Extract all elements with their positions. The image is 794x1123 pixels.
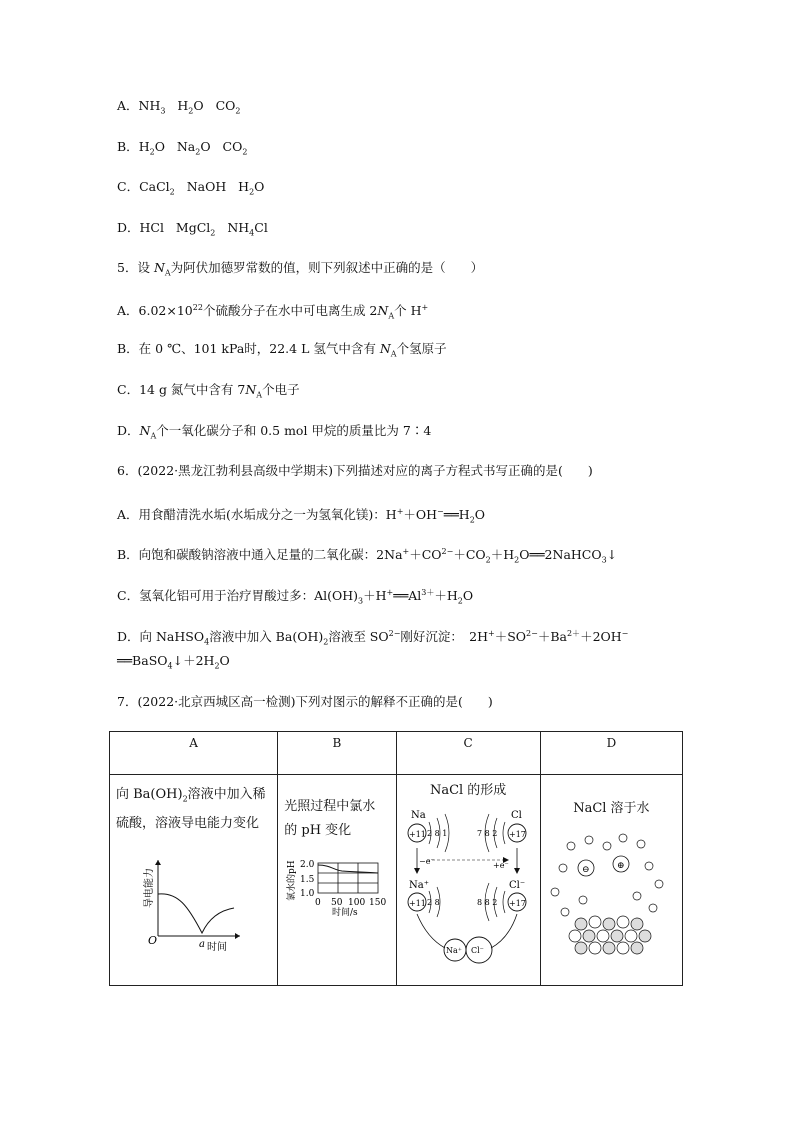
svg-text:+17: +17 [508,899,526,908]
q5-option-d: D．$N_A$个一氧化碳分子和 0.5 mol 甲烷的质量比为 7∶4 [117,423,432,441]
q4-option-a: A．$NH_3$ $H_2O$ $CO_2$ [117,98,241,116]
x-tick-50: 50 [331,898,343,908]
x-tick-0: 0 [315,898,321,908]
svg-text:2 8: 2 8 [426,898,440,907]
cell-d [540,775,682,986]
q4-option-c: C．CaCl$_2$ NaOH $H_2O$ [117,179,265,197]
ph-graph [278,843,394,933]
svg-text:2 8 1: 2 8 1 [426,829,447,838]
q6-option-d: D．向 NaHSO$_4$溶液中加入 $Ba(OH)_2$溶液至 $SO^{2-}$刚好沉淀： $2H^++SO^{2-}+Ba^{2+}+2OH^-$ [117,629,629,647]
svg-text:+17: +17 [508,830,526,839]
q7-stem: 7．(2022·北京西城区高一检测)下列对图示的解释不正确的是( ) [117,694,493,709]
q6-option-b: B．向饱和碳酸钠溶液中通入足量的二氧化碳：$2Na^++CO^{2-}+CO_2+H_2O══2NaHCO_3↓$ [117,547,618,565]
crystal-lattice [569,916,651,954]
q6-option-a: A．用食醋清洗水垢(水垢成分之一为氢氧化镁)：$H^++OH^-══H_2O$ [117,507,486,525]
y-tick-2.0: 2.0 [300,860,315,870]
q6-option-c: C．氢氧化铝可用于治疗胃酸过多：$Al(OH)_3+H^+══Al^{3+}+H_2O$ [117,588,474,606]
cell-d-title: NaCl 溶于水 [573,801,650,816]
y-axis-arrow [155,860,161,865]
svg-text:+11: +11 [408,899,426,908]
cell-c-title: NaCl 的形成 [429,783,507,798]
origin-label: O [148,933,158,947]
header-a: A [110,732,278,775]
hydrated-ions [578,856,629,876]
q6-stem: 6．(2022·黑龙江勃利县高级中学期末)下列描述对应的离子方程式书写正确的是( ) [117,463,593,478]
cl-label: Cl [510,810,522,821]
y-tick-1.5: 1.5 [300,875,315,885]
svg-text:−e⁻: −e⁻ [418,857,435,866]
svg-text:+e⁻: +e⁻ [492,861,509,870]
header-d: D [540,732,682,775]
header-b: B [278,732,396,775]
cl-ion-label: Cl⁻ [508,880,525,891]
svg-text:+11: +11 [408,830,426,839]
q6-option-d-cont: $══BaSO_4↓+2H_2O$ [117,653,230,671]
svg-text:Na⁺: Na⁺ [445,946,462,955]
svg-text:⊕: ⊕ [616,861,625,871]
water-molecules [551,834,663,916]
cell-a-text: 向 $Ba(OH)_2$溶液中加入稀 硫酸，溶液导电能力变化 [116,787,266,831]
x-axis-arrow [235,933,240,939]
x-axis-label: 时间 [207,941,227,953]
y-axis-label: 氯水的pH [287,860,298,901]
q5-stem: 5．设 $N_A$为阿伏加德罗常数的值，则下列叙述中正确的是（ ） [117,260,484,278]
nacl-dissolving-diagram [541,816,681,966]
q4-option-b: B．$H_2O$ $Na_2O$ $CO_2$ [117,139,248,157]
svg-text:Cl⁻: Cl⁻ [470,946,484,955]
cell-b [278,775,396,986]
q5-option-b: B．在 0 ℃、101 kPa时，22.4 L 氢气中含有 $N_A$个氢原子 [117,341,447,359]
ph-curve [318,865,378,873]
point-a-label: a [199,938,205,950]
x-tick-100: 100 [348,898,366,908]
ph-grid [318,863,378,893]
svg-text:⊖: ⊖ [581,865,590,875]
q4-option-d: D．HCl MgCl$_2$ $NH_4Cl$ [117,220,268,238]
q5-option-c: C．14 g 氮气中含有 $7N_A$个电子 [117,382,300,400]
y-axis-label: 导电能力 [144,867,155,908]
cell-c [396,775,540,986]
cell-a [110,775,278,986]
q7-table [109,731,683,986]
na-label: Na [410,810,426,821]
svg-text:8 8 2: 8 8 2 [476,898,497,907]
x-axis-label: 时间/s [332,908,358,918]
q5-option-a: A．$6.02\times 10^{22}$个硫酸分子在水中可电离生成 $2N_A$个 H+ [117,303,429,321]
conductivity-graph [110,836,276,956]
cell-b-text: 光照过程中氯水 的 pH 变化 [284,799,376,838]
nacl-formation-diagram [397,798,539,978]
svg-text:7 8 2: 7 8 2 [476,829,497,838]
x-tick-150: 150 [369,898,387,908]
y-tick-1.0: 1.0 [300,889,315,899]
na-ion-label: Na⁺ [408,880,429,891]
header-c: C [396,732,540,775]
conductivity-curve [158,893,234,932]
